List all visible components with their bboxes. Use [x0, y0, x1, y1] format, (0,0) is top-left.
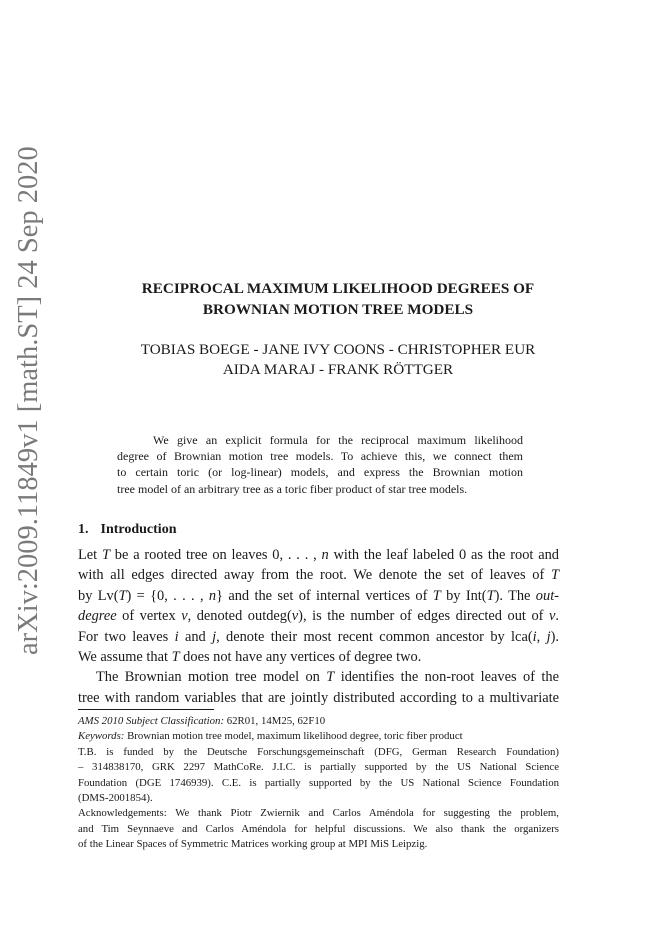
keywords: Keywords: Brownian motion tree model, maximum likelihood degree, toric fiber product [78, 730, 463, 743]
section-title: Introduction [100, 522, 177, 537]
paper-title [78, 278, 598, 320]
body-line: We assume that T does not have any vertices of degree two. [78, 649, 422, 666]
footnote-rule [78, 709, 214, 710]
body-line: with all edges directed away from the root. We denote the set of leaves of T [78, 567, 559, 584]
body-text [78, 545, 559, 708]
body-line: tree with random variables that are jointly distributed according to a multivariate [78, 689, 559, 706]
author-list [78, 340, 598, 380]
section-heading [78, 521, 176, 539]
body-line: For two leaves i and j, denote their most recent common ancestor by lca(i, j). [78, 628, 559, 645]
msc-classification: AMS 2010 Subject Classification: 62R01, 14M25, 62F10 [78, 715, 326, 727]
funding-line: T.B. is funded by the Deutsche Forschungsgemeinschaft (DFG, German Research Foundation) [78, 745, 559, 758]
acknowledgements-line: Acknowledgements: We thank Piotr Zwiernik and Carlos Améndola for suggesting the problem, [78, 807, 559, 820]
abstract-line: tree model of an arbitrary tree as a toric fiber product of star tree models. [117, 481, 468, 496]
arxiv-identifier-text: arXiv:2009.11849v1 [math.ST] 24 Sep 2020 [13, 146, 44, 655]
abstract-line: We give an explicit formula for the reciprocal maximum likelihood [153, 433, 523, 447]
authors-line-2: AIDA MARAJ - FRANK RÖTTGER [222, 361, 454, 378]
arxiv-identifier-stamp [10, 125, 48, 655]
authors-line-1: TOBIAS BOEGE - JANE IVY COONS - CHRISTOPHER EUR [140, 341, 536, 358]
body-line: by Lv(T) = {0, . . . , n} and the set of internal vertices of T by Int(T). The out- [78, 587, 559, 604]
abstract-line: degree of Brownian motion tree models. To achieve this, we connect them [117, 449, 523, 464]
abstract [117, 432, 523, 497]
acknowledgements-line: of the Linear Spaces of Symmetric Matrices working group at MPI MiS Leipzig. [78, 838, 428, 851]
acknowledgements-line: and Tim Seynnaeve and Carlos Améndola for helpful discussions. We also thank the organizers [78, 822, 559, 835]
funding-line: Foundation (DGE 1746939). C.E. is partially supported by the US National Science Foundation [78, 776, 559, 789]
title-line-1: RECIPROCAL MAXIMUM LIKELIHOOD DEGREES OF [141, 280, 535, 297]
funding-line: – 314838170, GRK 2297 MathCoRe. J.I.C. is partially supported by the US National Science [78, 761, 559, 774]
funding-line: (DMS-2001854). [78, 792, 153, 805]
section-number: 1. [78, 522, 89, 537]
body-line: Let T be a rooted tree on leaves 0, . . . , n with the leaf labeled 0 as the root and [78, 547, 559, 563]
body-line: degree of vertex v, denoted outdeg(v), is the number of edges directed out of v. [78, 608, 559, 625]
body-line: The Brownian motion tree model on T identifies the non-root leaves of the [96, 669, 559, 686]
title-line-2: BROWNIAN MOTION TREE MODELS [202, 301, 474, 318]
abstract-line: to certain toric (or log-linear) models, and express the Brownian motion [117, 465, 523, 480]
footnotes [78, 714, 559, 853]
